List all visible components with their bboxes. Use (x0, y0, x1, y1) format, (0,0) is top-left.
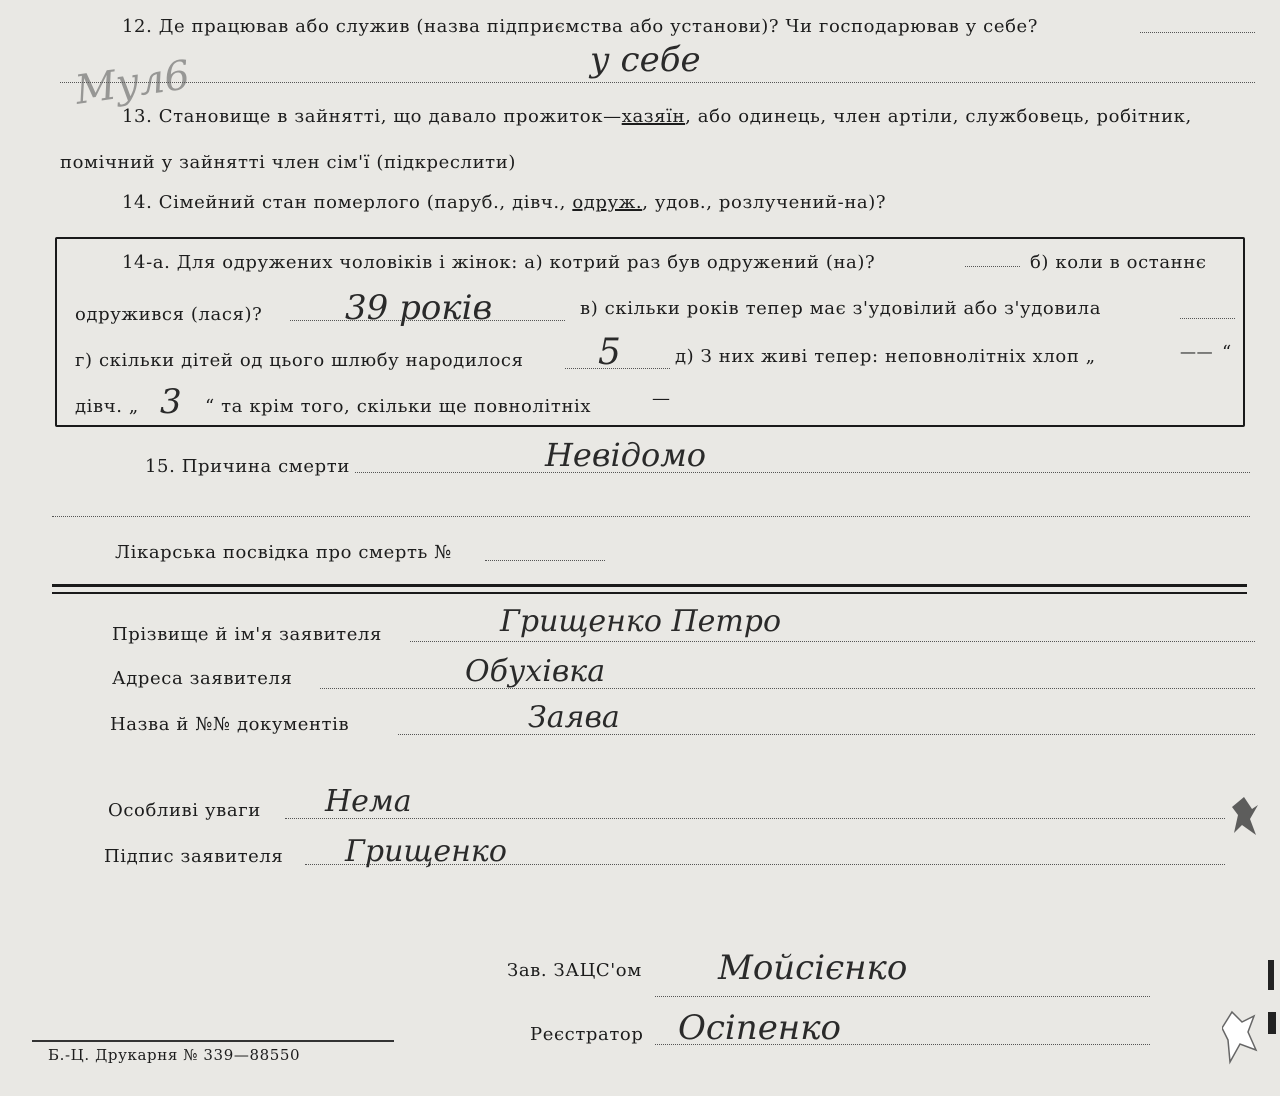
q14a-children-count: 5 (598, 332, 621, 373)
medical-certificate-label: Лікарська посвідка про смерть № (115, 542, 452, 563)
q14a-married-age: 39 років (345, 288, 493, 328)
q13-line1 (122, 106, 1192, 127)
notes-value: Нема (325, 784, 412, 819)
notes-label: Особливі уваги (108, 800, 261, 821)
q14-suffix: , удов., розлучений-на)? (642, 192, 887, 213)
q14a-close-quote: “ (1222, 342, 1232, 363)
q14a-line3-label: г) скільки дітей од цього шлюбу народилося (75, 350, 524, 371)
q14a-line4-mid: “ та крім того, скільки ще повнолітніх (205, 396, 592, 417)
documents-label: Назва й №№ документів (110, 714, 350, 735)
q14a-line1-b: б) коли в останнє (1030, 252, 1207, 273)
q14a-boys-dash: —— (1180, 342, 1214, 361)
ink-mark-icon (1230, 795, 1260, 840)
head-signature: Мойсієнко (718, 948, 908, 988)
documents-value: Заява (528, 700, 620, 735)
documents-line (398, 734, 1255, 735)
section-divider-thin (52, 592, 1247, 594)
applicant-address-label: Адреса заявителя (112, 668, 293, 689)
q14a-line2-label: одружився (лася)? (75, 304, 263, 325)
edge-mark (1268, 960, 1274, 990)
applicant-name-label: Прізвище й ім'я заявителя (112, 624, 382, 645)
q14a-adults-dash: — (652, 388, 671, 409)
applicant-address-value: Обухівка (465, 654, 606, 689)
q12-label: 12. Де працював або служив (назва підприємства або установи)? Чи господарював у себе? (122, 16, 1039, 37)
registrar-label: Реєстратор (530, 1024, 644, 1045)
q14a-c-dotted-line (1180, 318, 1235, 319)
margin-note: Мул6 (72, 52, 193, 114)
q14-line (122, 192, 886, 213)
edge-mark (1268, 1012, 1276, 1034)
head-signature-line (655, 996, 1150, 997)
registrar-signature: Осіпенко (678, 1008, 841, 1048)
footer-rule (32, 1040, 394, 1042)
q15-label: 15. Причина смерти (145, 456, 350, 477)
q13-line2: помічний у зайнятті член сім'ї (підкреслити) (60, 152, 516, 173)
q13-suffix: , або одинець, член артіли, службовець, робітник, (685, 106, 1192, 127)
q15-answer: Невідомо (545, 436, 707, 474)
q15-answer-line (355, 472, 1250, 473)
applicant-name-value: Грищенко Петро (500, 604, 782, 639)
q14-underlined-option: одруж. (572, 192, 643, 213)
applicant-address-line (320, 688, 1255, 689)
applicant-signature: Грищенко (345, 834, 507, 869)
notes-line (285, 818, 1225, 819)
q14a-girls-count: 3 (160, 382, 182, 422)
section-divider-thick (52, 584, 1247, 587)
q14a-line2-c: в) скільки років тепер має з'удовілий або з'удовила (580, 298, 1102, 319)
head-label: Зав. ЗАЦС'ом (507, 960, 642, 981)
q14a-line4-label: дівч. „ (75, 396, 139, 417)
q13-underlined-option: хазяїн (621, 106, 686, 127)
printer-imprint: Б.-Ц. Друкарня № 339—88550 (48, 1046, 301, 1064)
q15-second-line (52, 516, 1250, 517)
applicant-signature-label: Підпис заявителя (104, 846, 284, 867)
q12-dotted-line (1140, 32, 1255, 33)
q13-prefix: 13. Становище в зайнятті, що давало прожиток— (122, 106, 622, 127)
q14-prefix: 14. Сімейний стан померлого (паруб., дівч., (122, 192, 573, 213)
q12-answer: у себе (590, 40, 701, 80)
applicant-name-line (410, 641, 1255, 642)
q14a-line1: 14-а. Для одружених чоловіків і жінок: а) котрий раз був одружений (на)? (122, 252, 876, 273)
q14a-a-dotted-line (965, 266, 1020, 267)
medical-certificate-line (485, 560, 605, 561)
paper-tear-icon (1222, 1010, 1258, 1065)
q12-answer-line (60, 82, 1255, 83)
q14a-line3-d: д) З них живі тепер: неповнолітніх хлоп „ (675, 346, 1096, 367)
